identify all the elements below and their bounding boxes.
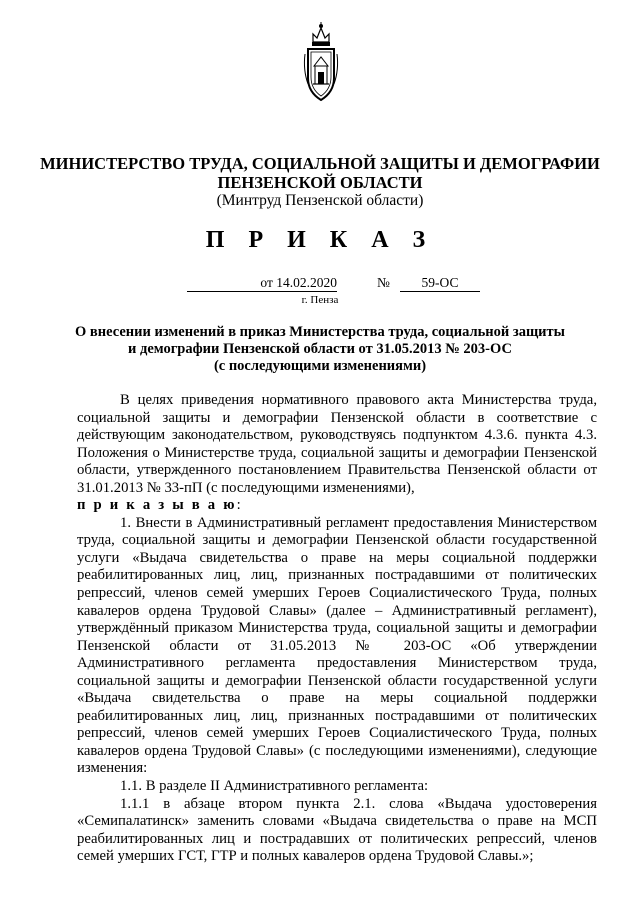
item-1-paragraph: 1. Внести в Административный регламент предоставления Министерством труда, социальной защиты и демографии Пензенской области государственной услуги «Выдача свидетельства о праве на меры социальной поддержки реабилитированных лиц, лиц, признанных пострадавшими от политических репрессий, членов семей умерших Героев Социалистического Труда, полных кавалеров ордена Трудовой Славы» (далее – Административный регламент), утверждённый приказом Министерства труда, социальной защиты и демографии Пензенской области от 31.05.2013 № 203-ОС «Об утверждении Административного регламента предоставления Министерством труда, социальной защиты и демографии Пензенской области государственной услуги «Выдача свидетельства о праве на меры социальной поддержки реабилитированных лиц, лиц, признанных пострадавшими от политических репрессий, членов семей умерших Героев Социалистического Труда, полных кавалеров ордена Трудовой Славы» (с последующими изменениями), следующие изменения:	[77, 514, 597, 777]
subject-line3: (с последующими изменениями)	[213, 358, 427, 374]
date-field	[187, 275, 337, 292]
order-line	[77, 497, 597, 515]
ministry-name	[40, 154, 600, 192]
document-type-title: П Р И К А З	[205, 227, 435, 253]
number-label: №	[377, 275, 390, 290]
ministry-name-line1: МИНИСТЕРСТВО ТРУДА, СОЦИАЛЬНОЙ ЗАЩИТЫ И ДЕМОГРАФИИ	[40, 154, 600, 173]
date-value: от 14.02.2020	[260, 275, 337, 290]
ministry-name-line2: ПЕНЗЕНСКОЙ ОБЛАСТИ	[217, 173, 423, 192]
document-body	[77, 392, 597, 866]
order-word: п р и к а з ы в а ю	[77, 497, 237, 514]
item-1-1-paragraph: 1.1. В разделе II Административного регламента:	[120, 778, 429, 795]
number-value: 59-ОС	[400, 275, 480, 292]
preamble-paragraph: В целях приведения нормативного правового акта Министерства труда, социальной защиты и демографии Пензенской области в соответствие с действующим законодательством, руководствуясь подпунктом 4.3.6. пункта 4.3. Положения о Министерстве труда, социальной защиты и демографии Пензенской области, утвержденного постановлением Правительства Пензенской области от 31.01.2013 № 33-пП (с последующими изменениями),	[77, 392, 597, 496]
subject-line1: О внесении изменений в приказ Министерства труда, социальной защиты	[75, 324, 565, 340]
ministry-short-name: (Минтруд Пензенской области)	[216, 192, 424, 209]
date-number-line	[0, 275, 640, 295]
order-colon: :	[236, 497, 241, 514]
item-1-1-1-paragraph: 1.1.1 в абзаце втором пункта 2.1. слова «Выдача удостоверения «Семипалатинск» заменить словами «Выдача свидетельства о праве на МСП реабилитированных лиц и пострадавших от политических репрессий, членов семей умерших ГСТ, ГТР и полных кавалеров ордена Трудовой Славы.»;	[77, 795, 597, 865]
subject-line2: и демографии Пензенской области от 31.05.2013 № 203-ОС	[128, 341, 512, 357]
document-subject	[70, 324, 570, 375]
city: г. Пенза	[301, 294, 339, 306]
coat-of-arms-emblem	[301, 20, 341, 106]
